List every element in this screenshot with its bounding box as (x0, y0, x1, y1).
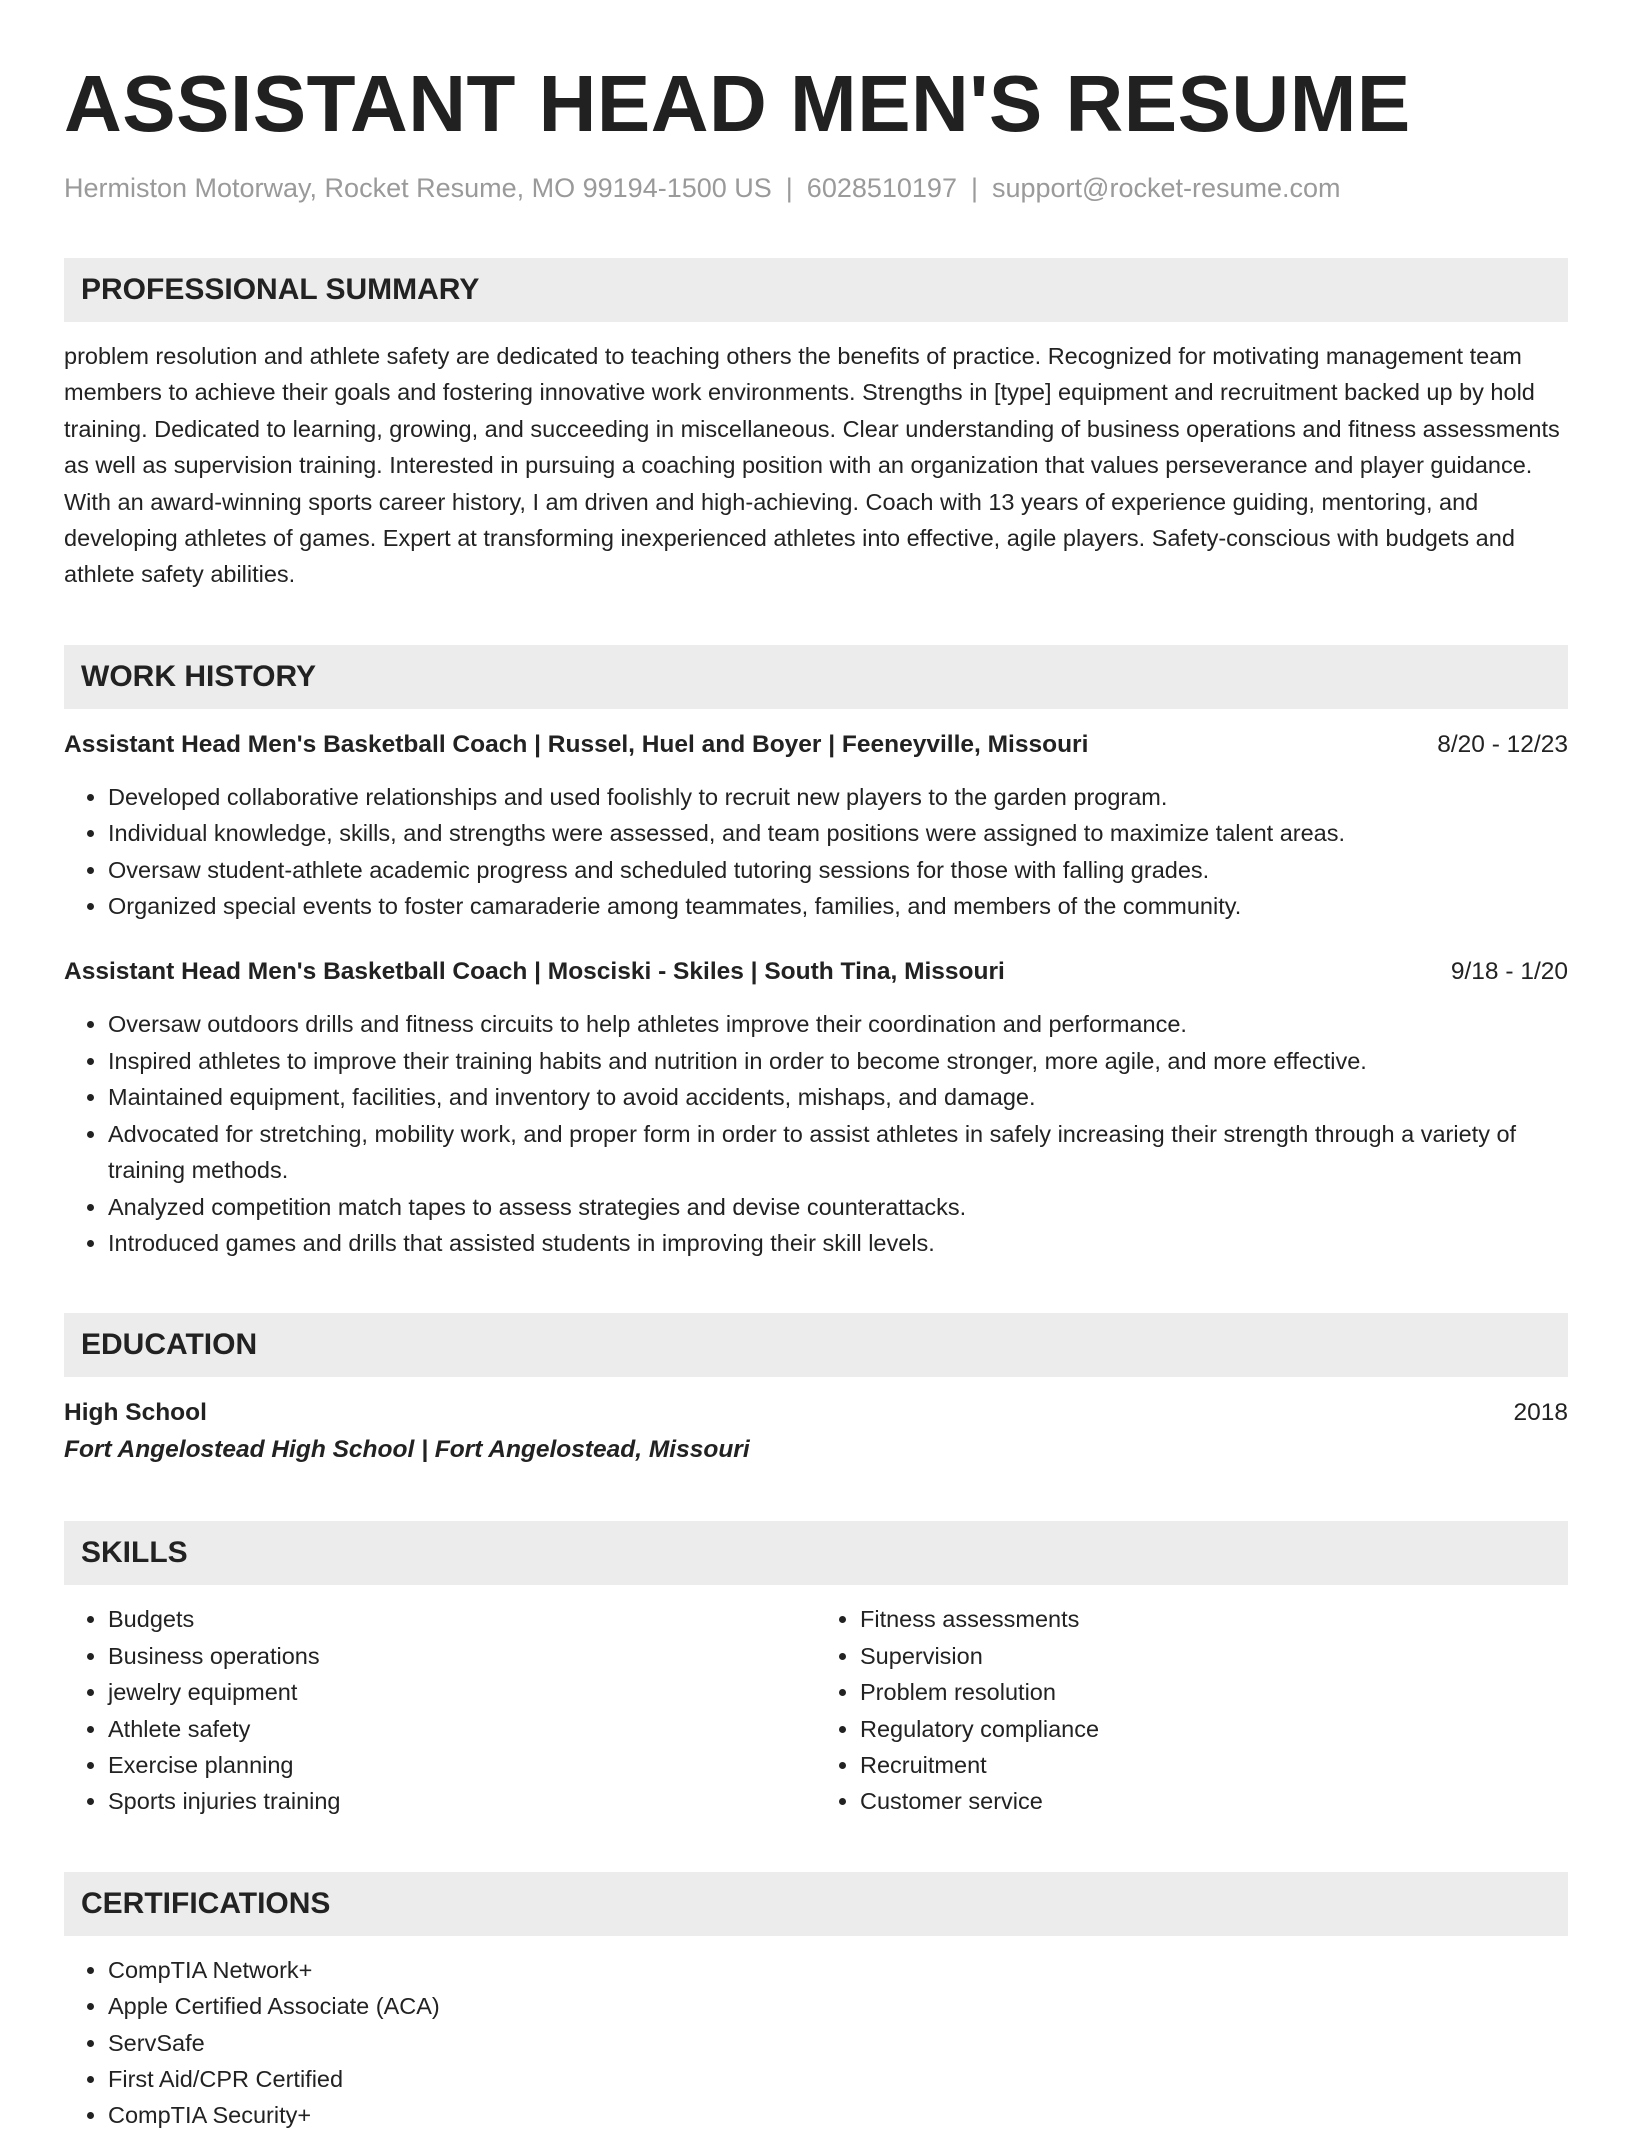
job-bullets (64, 1006, 1568, 1261)
job-bullet: • Developed collaborative relationships and used foolishly to recruit new players to the garden program. (108, 779, 1568, 815)
section-header-summary: PROFESSIONAL SUMMARY (64, 258, 1568, 322)
job-bullet: • Advocated for stretching, mobility work, and proper form in order to assist athletes in safely increasing their strength through a variety of training methods. (108, 1116, 1568, 1189)
skill-item: • jewelry equipment (108, 1674, 816, 1710)
section-header-work-history: WORK HISTORY (64, 645, 1568, 709)
certification-item: • CompTIA Network+ (108, 1952, 1568, 1988)
skill-item: • Exercise planning (108, 1747, 816, 1783)
job-header (64, 954, 1568, 990)
job-bullet: • Introduced games and drills that assisted students in improving their skill levels. (108, 1225, 1568, 1261)
skill-item: • Recruitment (860, 1747, 1568, 1783)
skill-item: • Problem resolution (860, 1674, 1568, 1710)
job-bullet: • Oversaw student-athlete academic progress and scheduled tutoring sessions for those with falling grades. (108, 852, 1568, 888)
skills-list-left (64, 1601, 816, 1819)
skill-item: • Regulatory compliance (860, 1711, 1568, 1747)
job-title: Assistant Head Men's Basketball Coach | Mosciski - Skiles | South Tina, Missouri (64, 958, 1005, 986)
summary-text: problem resolution and athlete safety are dedicated to teaching others the benefits of practice. Recognized for motivating management team members to achieve their goals and fostering innovative work environments. Strengths in [type] equipment and recruitment backed up by hold training. Dedicated to learning, growing, and succeeding in miscellaneous. Clear understanding of business operations and fitness assessments as well as supervision training. Interested in pursuing a coaching position with an organization that values perseverance and player guidance. With an award-winning sports career history, I am driven and high-achieving. Coach with 13 years of experience guiding, mentoring, and developing athletes of games. Expert at transforming inexperienced athletes into effective, agile players. Safety-conscious with budgets and athlete safety abilities. (64, 343, 1560, 588)
section-header-skills: SKILLS (64, 1521, 1568, 1585)
contact-separator: | (970, 173, 978, 203)
skill-item: • Business operations (108, 1638, 816, 1674)
job-bullet: • Analyzed competition match tapes to assess strategies and devise counterattacks. (108, 1189, 1568, 1225)
job-bullets (64, 779, 1568, 925)
job-entry (64, 954, 1568, 1261)
contact-separator: | (785, 173, 793, 203)
section-header-certifications: CERTIFICATIONS (64, 1872, 1568, 1936)
skill-item: • Supervision (860, 1638, 1568, 1674)
skill-item: • Budgets (108, 1601, 816, 1637)
candidate-name: ASSISTANT HEAD MEN'S RESUME (64, 59, 1411, 148)
skill-item: • Customer service (860, 1783, 1568, 1819)
job-bullet: • Inspired athletes to improve their training habits and nutrition in order to become stronger, more agile, and more effective. (108, 1043, 1568, 1079)
job-bullet: • Maintained equipment, facilities, and inventory to avoid accidents, mishaps, and damage. (108, 1079, 1568, 1115)
contact-phone: 6028510197 (806, 173, 957, 203)
certifications-list (64, 1952, 1568, 2134)
contact-email: support@rocket-resume.com (991, 173, 1341, 203)
certification-item: • First Aid/CPR Certified (108, 2061, 1568, 2097)
job-header (64, 727, 1568, 763)
skill-item: • Sports injuries training (108, 1783, 816, 1819)
job-bullet: • Organized special events to foster camaraderie among teammates, families, and members of the community. (108, 888, 1568, 924)
certification-item: • Apple Certified Associate (ACA) (108, 1988, 1568, 2024)
skill-item: • Fitness assessments (860, 1601, 1568, 1637)
certification-item: • ServSafe (108, 2025, 1568, 2061)
contact-address: Hermiston Motorway, Rocket Resume, MO 99194-1500 US (64, 173, 772, 203)
job-dates: 9/18 - 1/20 (1450, 958, 1568, 986)
job-dates: 8/20 - 12/23 (1437, 730, 1568, 758)
education-school: Fort Angelostead High School | Fort Angelostead, Missouri (64, 1436, 750, 1464)
job-title: Assistant Head Men's Basketball Coach | Russel, Huel and Boyer | Feeneyville, Missouri (64, 730, 1089, 758)
job-bullet: • Individual knowledge, skills, and strengths were assessed, and team positions were assigned to maximize talent areas. (108, 815, 1568, 851)
job-bullet: • Oversaw outdoors drills and fitness circuits to help athletes improve their coordination and performance. (108, 1006, 1568, 1042)
education-year: 2018 (1513, 1399, 1568, 1427)
section-header-education: EDUCATION (64, 1313, 1568, 1377)
skills-list-right (816, 1601, 1568, 1819)
education-header (64, 1395, 1568, 1431)
skill-item: • Athlete safety (108, 1711, 816, 1747)
skills-columns (64, 1601, 1568, 1819)
certification-item: • CompTIA Security+ (108, 2097, 1568, 2133)
contact-line (64, 170, 1568, 206)
job-entry (64, 727, 1568, 925)
education-degree: High School (64, 1399, 207, 1427)
